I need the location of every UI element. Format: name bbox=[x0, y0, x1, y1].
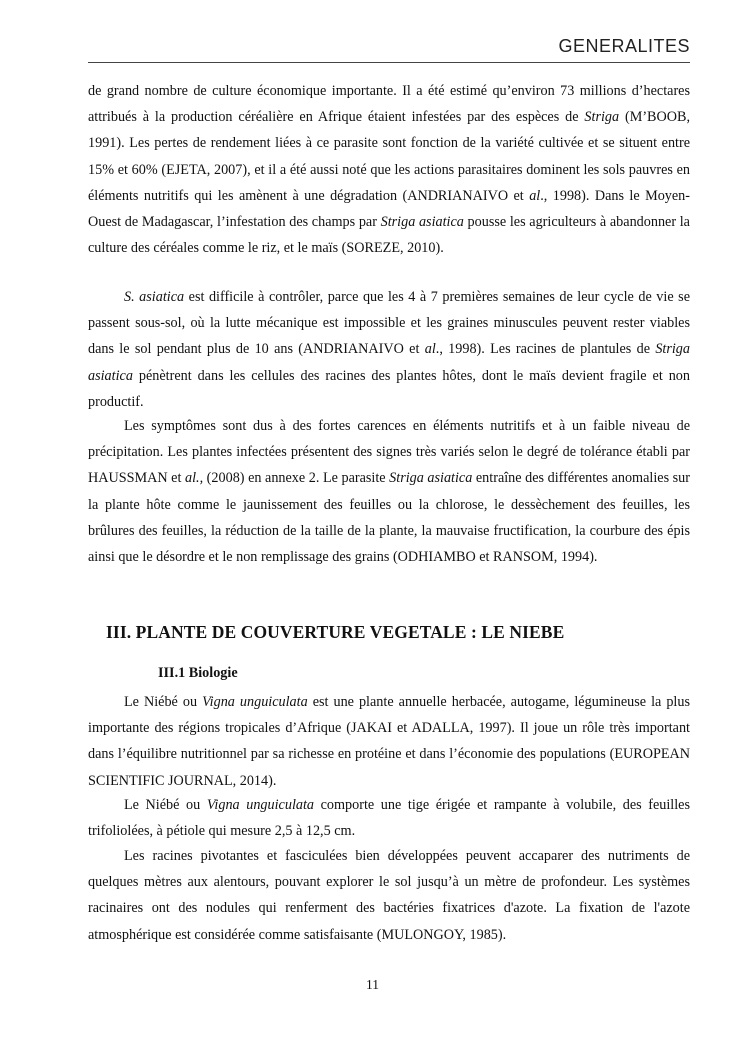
subsection-heading: III.1 Biologie bbox=[158, 665, 238, 681]
page-number: 11 bbox=[366, 977, 379, 992]
paragraph-niebe-morphology: Le Niébé ou Vigna unguiculata comporte une tige érigée et rampante à volubile, des feuilles trifoliolées, à pétiole qui mesure 2,5 à 12,5 cm. bbox=[88, 797, 690, 840]
paragraph-striga-control: S. asiatica est difficile à contrôler, parce que les 4 à 7 premières semaines de leur cycle de vie se passent sous-sol, où la lutte mécanique est impossible et les graines minuscules peuvent rester viables dans le sol pendant plus de 10 ans (ANDRIANAIVO et al., 1998). Les racines de plantules de Striga asiatica pénètrent dans les cellules des racines des plantes hôtes, dont le maïs devient fragile et non productif. bbox=[88, 289, 690, 410]
header-rule bbox=[88, 62, 690, 63]
running-header: GENERALITES bbox=[558, 36, 690, 56]
paragraph-symptoms: Les symptômes sont dus à des fortes carences en éléments nutritifs et à un faible niveau de précipitation. Les plantes infectées présentent des signes très variés selon le degré de tolérance établi par HAUSSMAN et al., (2008) en annexe 2. Le parasite Striga asiatica entraîne des différentes anomalies sur la plante hôte comme le jaunissement des feuilles ou la chlorose, le dessèchement des feuilles, les brûlures des feuilles, la réduction de la taille de la plante, la mauvaise fructification, la courbure des épis ainsi que le désordre et le non remplissage des grains (ODHIAMBO et RANSOM, 1994). bbox=[88, 418, 690, 566]
paragraph-niebe-roots: Les racines pivotantes et fasciculées bien développées peuvent accaparer des nutriments de quelques mètres aux alentours, pouvant explorer le sol jusqu’à un mètre de profondeur. Les systèmes racinaires ont des nodules qui renferment des bactéries fixatrices d'azote. La fixation de l'azote atmosphérique est considérée comme satisfaisante (MULONGOY, 1985). bbox=[88, 848, 690, 943]
section-heading: III. PLANTE DE COUVERTURE VEGETALE : LE NIEBE bbox=[106, 622, 565, 642]
paragraph-niebe-intro: Le Niébé ou Vigna unguiculata est une plante annuelle herbacée, autogame, légumineuse la plus importante des régions tropicales d’Afrique (JAKAI et ADALLA, 1997). Il joue un rôle très important dans l’équilibre nutritionnel par sa richesse en protéine et dans l’économie des populations (EUROPEAN SCIENTIFIC JOURNAL, 2014). bbox=[88, 694, 690, 789]
paragraph-striga-impact: de grand nombre de culture économique importante. Il a été estimé qu’environ 73 millions d’hectares attribués à la production céréalière en Afrique étaient infestées par des espèces de Striga (M’BOOB, 1991). Les pertes de rendement liées à ce parasite sont fonction de la variété cultivée et se situent entre 15% et 60% (EJETA, 2007), et il a été aussi noté que les actions parasitaires dominent les sols pauvres en éléments nutritifs qui les amènent à une dégradation (ANDRIANAIVO et al., 1998). Dans le Moyen-Ouest de Madagascar, l’infestation des champs par Striga asiatica pousse les agriculteurs à abandonner la culture des céréales comme le riz, et le maïs (SOREZE, 2010). bbox=[88, 83, 691, 257]
